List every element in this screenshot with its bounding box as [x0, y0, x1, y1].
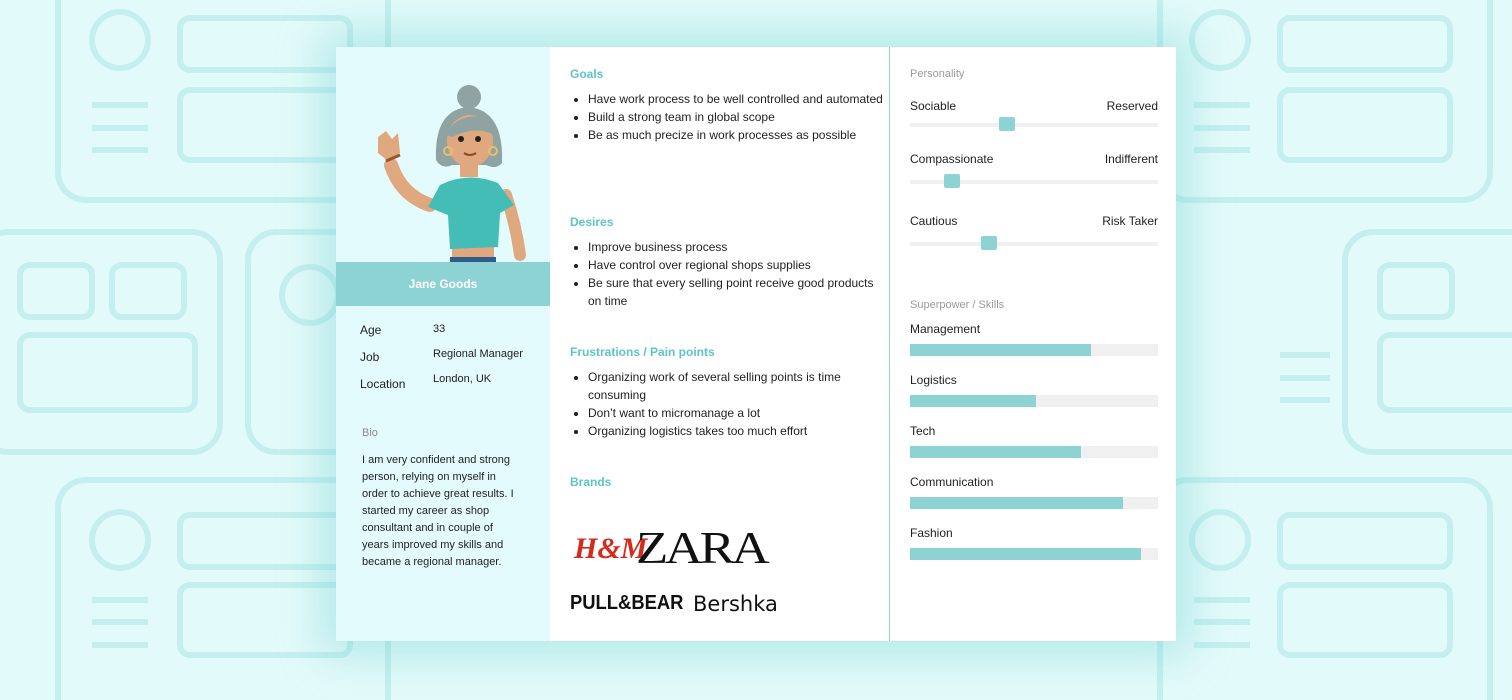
persona-name: Jane Goods: [336, 262, 550, 306]
trait-right-label: Indifferent: [1104, 152, 1158, 166]
slider-thumb: [999, 117, 1015, 131]
brand-logo-bershka: Bershka: [693, 592, 778, 616]
skill-name: Tech: [910, 424, 936, 438]
skill-bar: [910, 497, 1158, 509]
desires-heading: Desires: [570, 215, 614, 229]
info-label: Location: [360, 377, 406, 391]
brand-logo-zara: ZARA: [636, 522, 767, 573]
brand-logo-pullbear: PULL&BEAR: [570, 592, 684, 614]
details-panel: [550, 47, 890, 641]
list-item: • Don’t want to micromanage a lot: [588, 404, 888, 422]
brand-logo-hm: H&M: [574, 532, 648, 565]
trait-slider: [910, 180, 1158, 184]
skill-name: Fashion: [910, 526, 953, 540]
bio-label: Bio: [362, 427, 378, 439]
goals-heading: Goals: [570, 67, 604, 81]
trait-slider: [910, 123, 1158, 127]
list-item: • Have control over regional shops supplies: [588, 256, 888, 274]
frustrations-heading: Frustrations / Pain points: [570, 345, 715, 359]
trait-left-label: Cautious: [910, 214, 958, 228]
info-value: Regional Manager: [433, 348, 523, 360]
slider-thumb: [981, 236, 997, 250]
skill-bar-fill: [910, 548, 1141, 560]
info-label: Job: [360, 350, 380, 364]
bio-text: I am very confident and strong person, relying on myself in order to achieve great results. I started my career as shop consultant and in couple of years improved my skills and became a regional manager.: [362, 454, 514, 568]
persona-card: [336, 47, 1176, 641]
skills-heading: Superpower / Skills: [910, 299, 1005, 311]
trait-right-label: Risk Taker: [1102, 214, 1158, 228]
trait-left-label: Sociable: [910, 99, 957, 113]
list-item: • Organizing work of several selling points is time consuming: [588, 368, 888, 404]
skill-name: Management: [910, 322, 981, 336]
skill-bar-fill: [910, 344, 1091, 356]
list-item: • Be sure that every selling point receive good products on time: [588, 274, 888, 310]
trait-slider: [910, 242, 1158, 246]
list-item: • Have work process to be well controlled and automated: [588, 90, 888, 108]
skill-bar: [910, 395, 1158, 407]
skill-bar: [910, 548, 1158, 560]
list-item: • Organizing logistics takes too much effort: [588, 422, 888, 440]
traits-panel: [890, 47, 1176, 641]
slider-thumb: [944, 174, 960, 188]
skill-bar-fill: [910, 395, 1036, 407]
list-item: • Be as much precize in work processes as possible: [588, 126, 888, 144]
info-value: 33: [433, 323, 446, 335]
skill-name: Logistics: [910, 373, 957, 387]
avatar-illustration: [356, 75, 536, 265]
frustrations-list: [570, 368, 888, 440]
desires-list: [570, 238, 888, 310]
skill-bar: [910, 344, 1158, 356]
list-item: • Improve business process: [588, 238, 888, 256]
info-value: London, UK: [433, 373, 492, 385]
personality-heading: Personality: [910, 68, 965, 80]
trait-left-label: Compassionate: [910, 152, 994, 166]
brands-heading: Brands: [570, 475, 612, 489]
goals-list: [570, 90, 888, 144]
skill-bar: [910, 446, 1158, 458]
skill-name: Communication: [910, 475, 994, 489]
list-item: • Build a strong team in global scope: [588, 108, 888, 126]
trait-right-label: Reserved: [1106, 99, 1158, 113]
skill-bar-fill: [910, 446, 1081, 458]
profile-panel: [336, 47, 550, 641]
info-label: Age: [360, 323, 382, 337]
skill-bar-fill: [910, 497, 1123, 509]
